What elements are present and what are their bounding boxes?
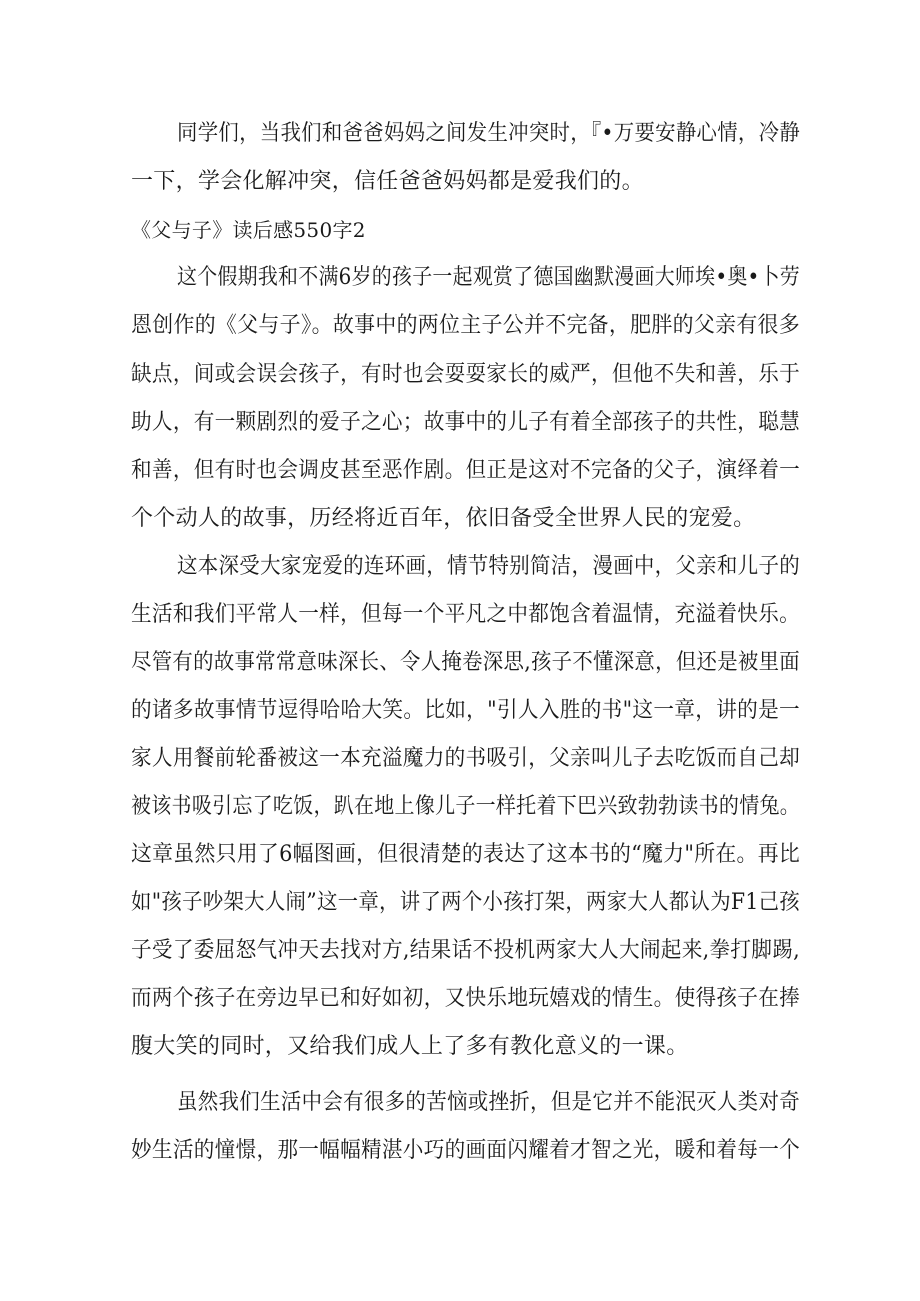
line-text: 一下，学会化解冲突，信任爸爸妈妈都是爱我们的。 xyxy=(131,169,644,194)
line-text: 缺点，间或会误会孩子，有时也会耍耍家长的威严，但他不失和善，乐于 xyxy=(131,362,801,387)
text-line xyxy=(0,451,920,491)
line-text: 恩创作的《父与子》。故事中的两位主子公并不完备，肥胖的父亲有很多 xyxy=(131,313,801,338)
text-line xyxy=(0,931,920,971)
text-line xyxy=(0,739,920,779)
line-text: 助人，有一颗剧烈的爱子之心；故事中的儿子有着全部孩子的共性，聪慧 xyxy=(131,410,801,435)
line-text: 被该书吸引忘了吃饭，趴在地上像儿子一样托着下巴兴致勃勃读书的情兔。 xyxy=(131,794,801,819)
line-text: 生活和我们平常人一样，但每一个平凡之中都饱含着温情，充溢着快乐。 xyxy=(131,602,801,627)
line-text: 而两个孩子在旁边早已和好如初，又快乐地玩嬉戏的情生。使得孩子在捧 xyxy=(131,986,801,1011)
text-line xyxy=(0,162,920,202)
text-line xyxy=(0,355,920,395)
line-text: 如"孩子吵架大人闹”这一章，讲了两个小孩打架，两家大人都认为F1己孩 xyxy=(131,890,801,915)
line-text: 这本深受大家宠爱的连环画，情节特别简洁，漫画中，父亲和儿子的 xyxy=(177,554,800,579)
line-text: 和善，但有时也会调皮甚至恶作剧。但正是这对不完备的父子，演绎着一 xyxy=(131,458,801,483)
line-text: 家人用餐前轮番被这一本充溢魔力的书吸引，父亲叫儿子去吃饭而自己却 xyxy=(131,746,801,771)
text-line xyxy=(0,1027,920,1067)
text-line xyxy=(0,595,920,635)
text-line xyxy=(0,258,920,298)
text-line xyxy=(0,1083,920,1123)
line-text: 妙生活的憧憬，那一幅幅精湛小巧的画面闪耀着才智之光，暖和着每一个 xyxy=(131,1138,801,1163)
text-line xyxy=(0,691,920,731)
text-line xyxy=(0,547,920,587)
text-line xyxy=(0,643,920,683)
text-line xyxy=(0,499,920,539)
text-line xyxy=(0,883,920,923)
line-text: 腹大笑的同时，又给我们成人上了多有教化意义的一课。 xyxy=(131,1034,689,1059)
text-line xyxy=(0,114,920,154)
text-line xyxy=(0,835,920,875)
line-text: 虽然我们生活中会有很多的苦恼或挫折，但是它并不能泯灭人类对奇 xyxy=(177,1090,800,1115)
text-line xyxy=(0,787,920,827)
section-title-text: 《父与子》读后感550字2 xyxy=(131,218,366,242)
line-text: 个个动人的故事，历经将近百年，依旧备受全世界人民的宠爱。 xyxy=(131,506,756,531)
section-title xyxy=(0,210,920,250)
text-line xyxy=(0,1131,920,1171)
text-line xyxy=(0,979,920,1019)
line-text: 这章虽然只用了6幅图画，但很清楚的表达了这本书的“魔力"所在。再比 xyxy=(131,842,801,867)
line-text: 的诸多故事情节逗得哈哈大笑。比如，"引人入胜的书"这一章，讲的是一 xyxy=(131,698,800,723)
text-line xyxy=(0,306,920,346)
text-line xyxy=(0,403,920,443)
line-text: 同学们，当我们和爸爸妈妈之间发生冲突时，『•万要安静心情，冷静 xyxy=(177,121,801,146)
line-text: 子受了委屈怒气冲天去找对方,结果话不投机两家大人大闹起来,拳打脚踢, xyxy=(131,938,800,963)
line-text: 尽管有的故事常常意味深长、令人掩卷深思,孩子不懂深意，但还是被里面 xyxy=(131,650,801,675)
line-text: 这个假期我和不满6岁的孩子一起观赏了德国幽默漫画大师埃•奥•卜劳 xyxy=(177,265,801,290)
